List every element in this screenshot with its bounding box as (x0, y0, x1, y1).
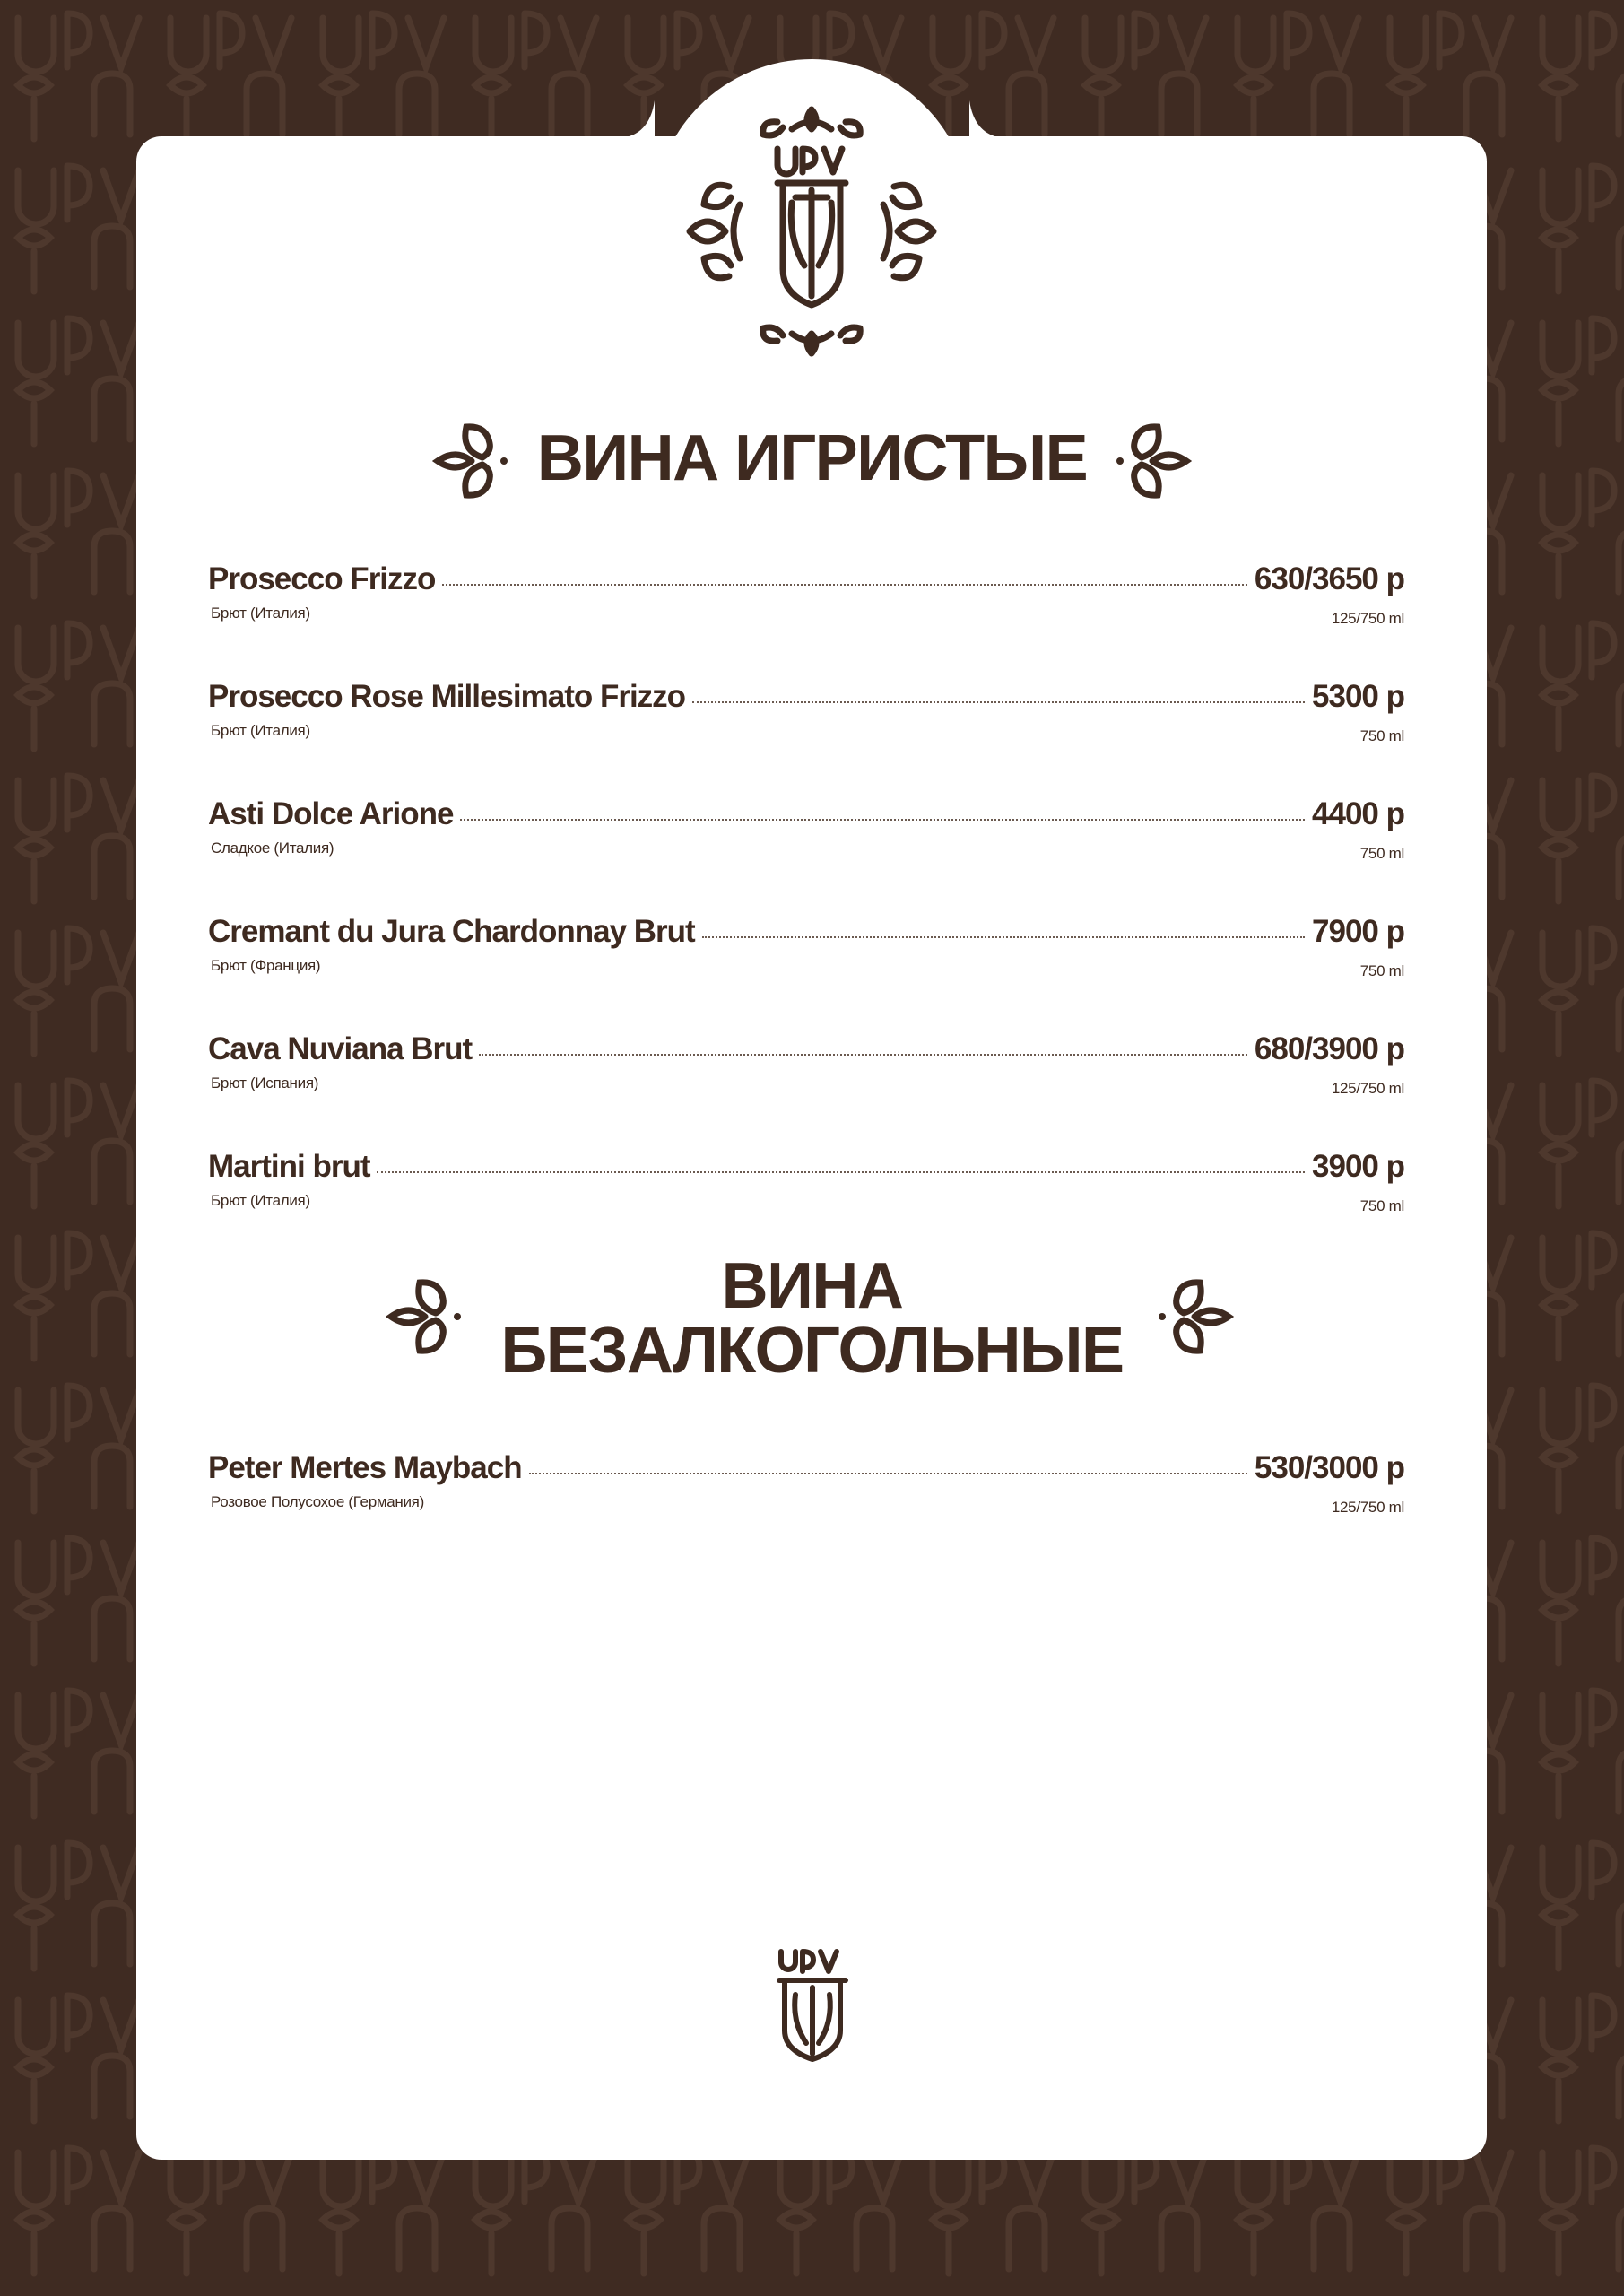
menu-item (208, 1149, 1404, 1221)
brand-logo-icon (677, 97, 946, 366)
dot-leader (377, 1170, 1305, 1173)
item-description: Брют (Испания) (211, 1074, 319, 1091)
item-volume: 125/750 ml (1331, 1499, 1404, 1516)
card-tab-curve-left (619, 100, 655, 138)
section-title-sparkling-wines: ВИНА ИГРИСТЫЕ (536, 422, 1088, 494)
item-price: 5300 р (1312, 679, 1404, 714)
item-price: 630/3650 р (1254, 561, 1404, 596)
leaf-ornament-icon (432, 416, 509, 506)
dot-leader (479, 1053, 1247, 1056)
item-description: Брют (Италия) (211, 722, 310, 739)
item-description: Брют (Франция) (211, 957, 321, 974)
item-volume: 125/750 ml (1331, 1080, 1404, 1097)
item-volume: 750 ml (1359, 962, 1404, 979)
leaf-ornament-icon (386, 1272, 463, 1361)
menu-item (208, 561, 1404, 633)
item-description: Розовое Полусохое (Германия) (211, 1493, 424, 1510)
card-tab-curve-right (969, 100, 1005, 138)
section-title-line: ВИНА (721, 1250, 903, 1322)
item-name: Peter Mertes Maybach (208, 1450, 522, 1485)
item-description: Сладкое (Италия) (211, 839, 334, 857)
item-volume: 750 ml (1359, 1197, 1404, 1214)
leaf-ornament-icon (1157, 1272, 1234, 1361)
item-description: Брют (Италия) (211, 604, 310, 622)
dot-leader (460, 818, 1305, 821)
leaf-ornament-icon (1115, 416, 1192, 506)
item-price: 3900 р (1312, 1149, 1404, 1184)
item-volume: 750 ml (1359, 845, 1404, 862)
item-name: Martini brut (208, 1149, 370, 1184)
item-name: Cava Nuviana Brut (208, 1031, 473, 1066)
item-name: Prosecco Rose Millesimato Frizzo (208, 679, 686, 714)
item-name: Cremant du Jura Chardonnay Brut (208, 914, 695, 949)
item-name: Prosecco Frizzo (208, 561, 436, 596)
item-price: 680/3900 р (1254, 1031, 1404, 1066)
menu-item (208, 796, 1404, 868)
menu-item (208, 914, 1404, 986)
section-title-non-alcoholic-wines (0, 1250, 1624, 1387)
item-volume: 750 ml (1359, 727, 1404, 744)
menu-item (208, 1031, 1404, 1103)
dot-leader (702, 935, 1305, 938)
section-title-line: БЕЗАЛКОГОЛЬНЫЕ (500, 1315, 1124, 1387)
item-name: Asti Dolce Arione (208, 796, 454, 831)
brand-logo-icon (774, 1946, 851, 2063)
item-description: Брют (Италия) (211, 1192, 310, 1209)
menu-item (208, 679, 1404, 751)
dot-leader (529, 1472, 1247, 1474)
dot-leader (692, 700, 1305, 703)
item-price: 530/3000 р (1254, 1450, 1404, 1485)
item-price: 7900 р (1312, 914, 1404, 949)
menu-item (208, 1450, 1404, 1522)
item-volume: 125/750 ml (1331, 610, 1404, 627)
dot-leader (442, 583, 1246, 586)
item-price: 4400 р (1312, 796, 1404, 831)
